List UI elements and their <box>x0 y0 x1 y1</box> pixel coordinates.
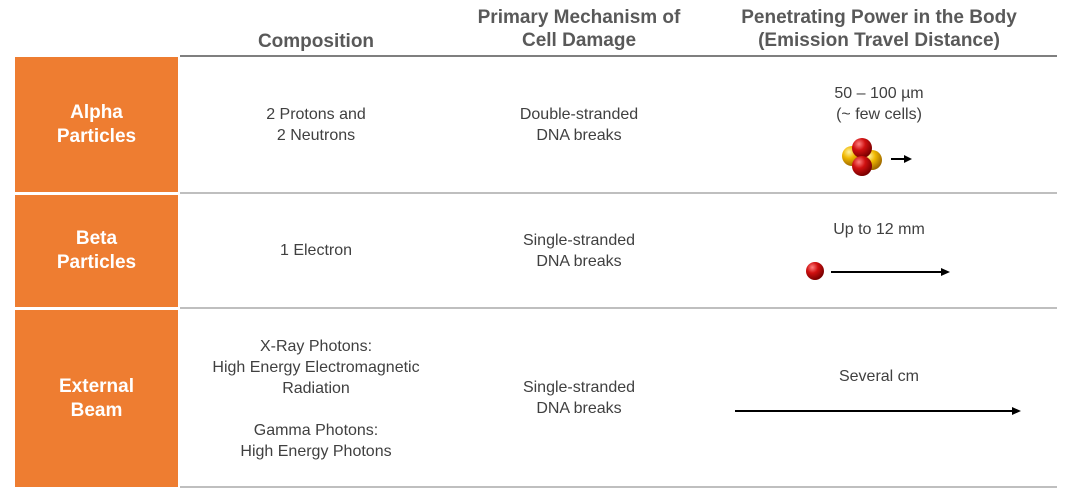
proton-icon <box>852 138 872 158</box>
row-divider-3 <box>180 486 1057 488</box>
header-penetration: Penetrating Power in the Body (Emission Travel Distance) <box>741 7 1017 51</box>
row-label-alpha: Alpha Particles <box>15 57 178 192</box>
external-composition-xray: X-Ray Photons: High Energy Electromagnetic Radiation <box>212 338 420 397</box>
header-divider <box>180 55 1057 57</box>
alpha-distance: 50 – 100 µm (~ few cells) <box>834 85 924 123</box>
beta-composition: 1 Electron <box>279 242 353 259</box>
alpha-particle-graphic <box>830 132 920 182</box>
row-label-beta: Beta Particles <box>15 195 178 307</box>
beta-particle-graphic <box>800 258 960 286</box>
header-mechanism: Primary Mechanism of Cell Damage <box>477 7 681 51</box>
external-arrow-head <box>1012 407 1021 415</box>
row-divider-1 <box>180 192 1057 194</box>
proton-icon <box>852 156 872 176</box>
external-mechanism: Single-stranded DNA breaks <box>522 379 636 417</box>
alpha-arrow-head <box>904 155 912 163</box>
header-composition: Composition <box>257 31 375 52</box>
row-label-external-beam: External Beam <box>15 310 178 487</box>
alpha-mechanism: Double-stranded DNA breaks <box>519 106 639 144</box>
external-composition-gamma: Gamma Photons: High Energy Photons <box>240 422 392 460</box>
alpha-composition: 2 Protons and 2 Neutrons <box>266 106 366 144</box>
row-divider-2 <box>180 307 1057 309</box>
electron-icon <box>806 262 824 280</box>
beta-distance: Up to 12 mm <box>833 221 925 238</box>
beta-mechanism: Single-stranded DNA breaks <box>522 232 636 270</box>
external-distance: Several cm <box>838 368 920 385</box>
beta-arrow-head <box>941 268 950 276</box>
external-beam-arrow <box>733 402 1025 420</box>
